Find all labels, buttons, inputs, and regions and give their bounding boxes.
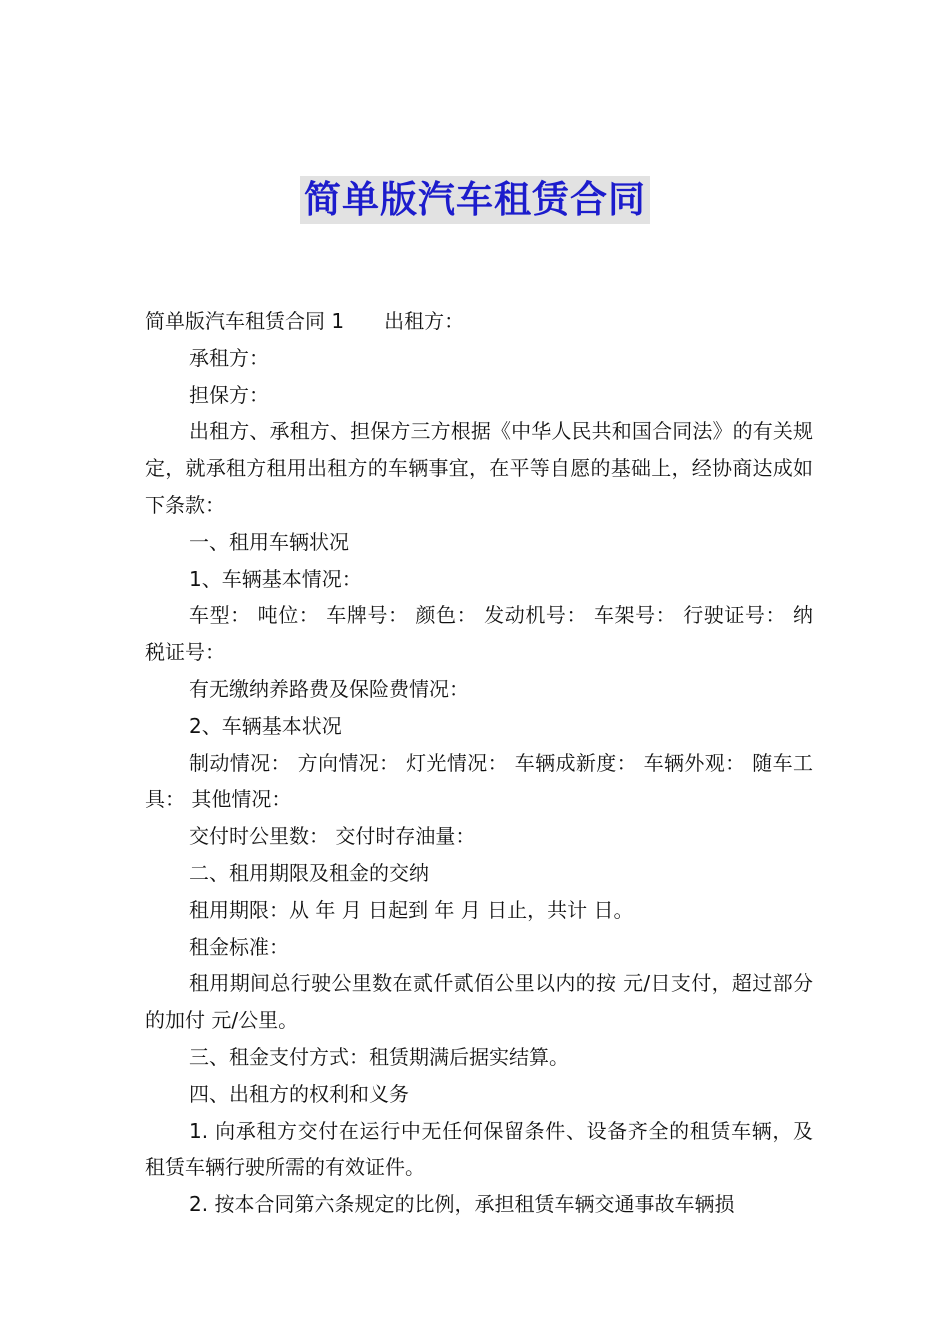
section-heading: 三、租金支付方式：租赁期满后据实结算。 [189,1044,569,1069]
clause: 2. 按本合同第六条规定的比例，承担租赁车辆交通事故车辆损 [189,1192,735,1217]
paragraph: 车型： 吨位： 车牌号： 颜色： 发动机号： 车架号： 行驶证号： 纳税证号： [145,603,813,665]
lessor-label: 出租方： [384,309,465,333]
paragraph: 租用期限：从 年 月 日起到 年 月 日止，共计 日。 [189,897,634,922]
title-container [0,176,950,224]
subsection-heading: 1、车辆基本情况： [189,566,362,591]
paragraph: 担保方： [189,382,269,407]
paragraph: 租金标准： [189,934,289,959]
paragraph: 出租方、承租方、担保方三方根据《中华人民共和国合同法》的有关规定，就承租方租用出租方的车辆事宜，在平等自愿的基础上，经协商达成如下条款： [145,419,813,517]
section-heading: 二、租用期限及租金的交纳 [189,860,429,885]
contract-heading: 简单版汽车租赁合同 1 [145,309,345,333]
document-body [145,303,813,1223]
clause: 1. 向承租方交付在运行中无任何保留条件、设备齐全的租赁车辆，及租赁车辆行驶所需的有效证件。 [145,1118,813,1180]
paragraph: 制动情况： 方向情况： 灯光情况： 车辆成新度： 车辆外观： 随车工具： 其他情况： [145,750,813,812]
section-heading: 四、出租方的权利和义务 [189,1081,409,1106]
subsection-heading: 2、车辆基本状况 [189,713,342,738]
heading-line [145,303,813,340]
paragraph: 交付时公里数： 交付时存油量： [189,824,476,849]
paragraph: 租用期间总行驶公里数在贰仟贰佰公里以内的按 元/日支付，超过部分的加付 元/公里。 [145,971,813,1033]
document-title: 简单版汽车租赁合同 [300,176,650,224]
paragraph: 承租方： [189,345,269,370]
paragraph: 有无缴纳养路费及保险费情况： [189,676,469,701]
section-heading: 一、租用车辆状况 [189,529,349,554]
